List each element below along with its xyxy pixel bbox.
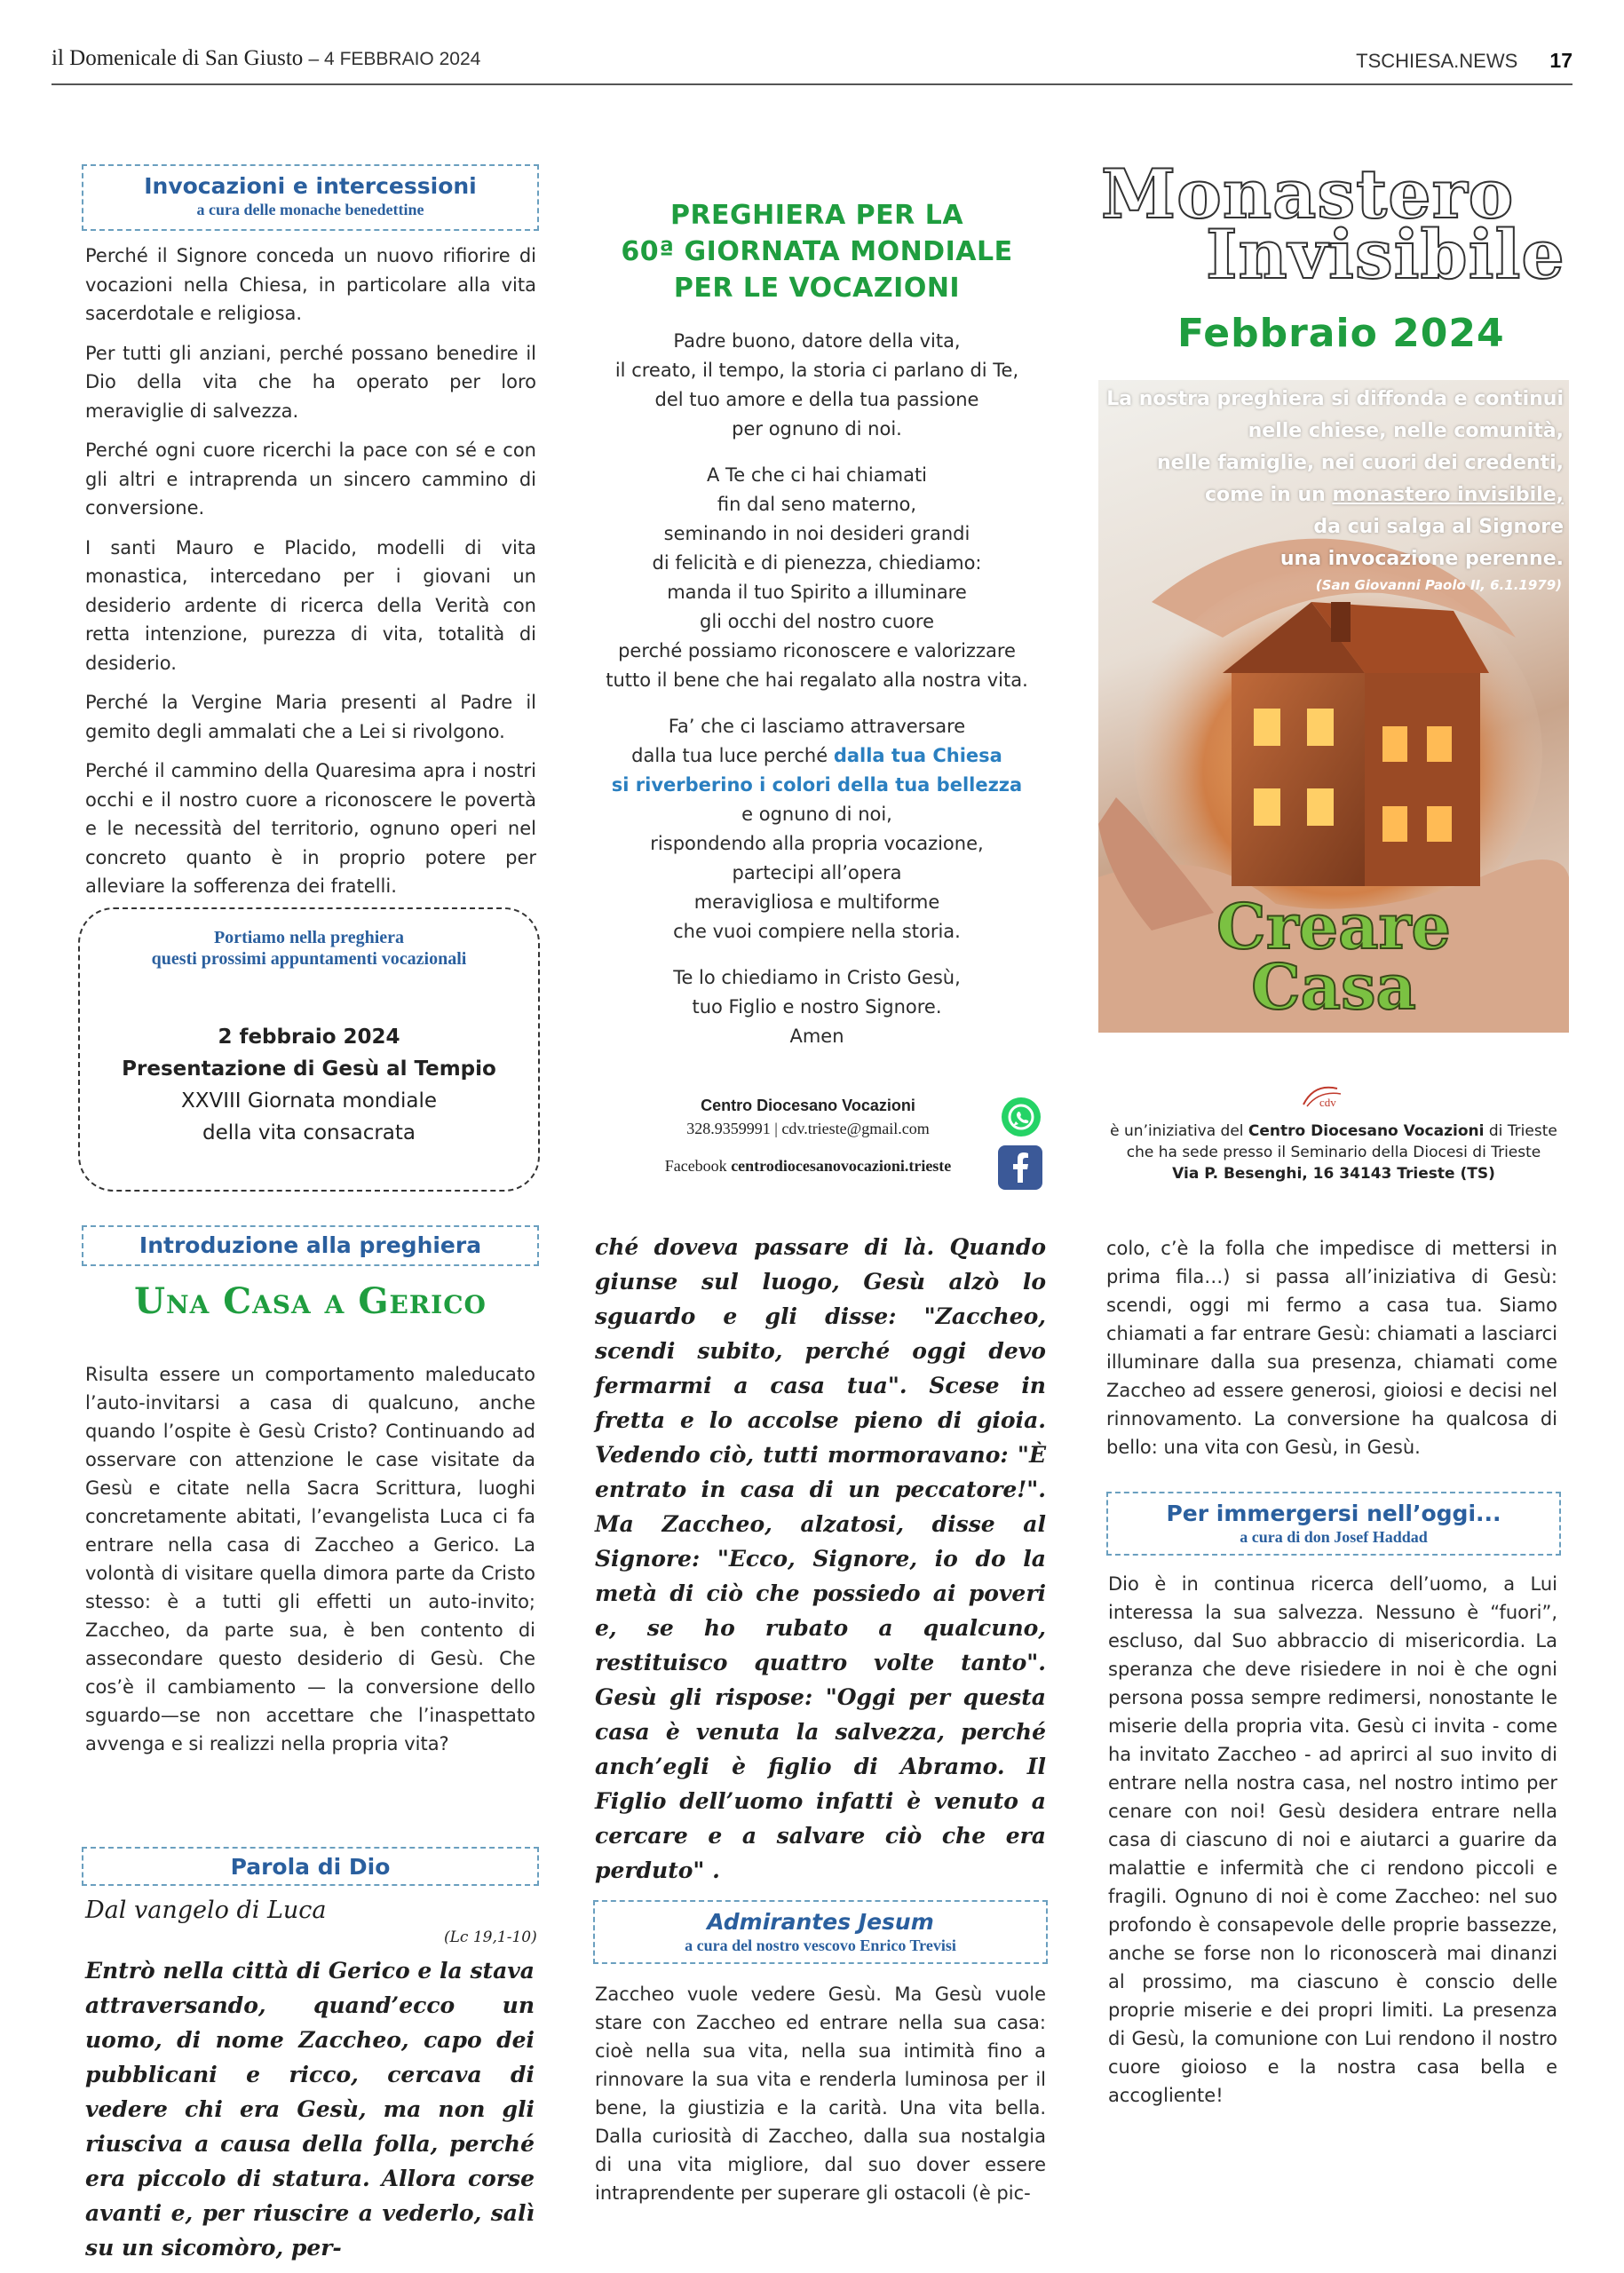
introduzione-box [82,1225,539,1266]
verse: manda il tuo Spirito a illuminare [667,582,967,603]
verse: Padre buono, datore della vita, [673,330,961,352]
preghiera-title-line3: PER LE VOCAZIONI [673,273,961,304]
page-number: 17 [1549,49,1573,72]
verse: per ognuno di noi. [732,418,902,440]
invocazione-paragraph: Perché il cammino della Quaresima apra i nostri occhi e il nostro cuore a riconoscere le povertà e le necessità del territorio, ognuno operi nel concreto quanto è in proprio potere per alleviare la sofferenza dei fratelli. [85,760,536,897]
appuntamenti-box [78,907,540,1192]
poster-title-line2: Invisibile [1206,215,1565,294]
immergersi-subtitle: a cura di don Josef Haddad [1240,1528,1428,1546]
poster-quote-source: (San Giovanni Paolo II, 6.1.1979) [1315,577,1562,593]
admirantes-text-col3: colo, c’è la folla che impedisce di mettersi in prima fila…) si passa all’iniziativa di Gesù: scendi, oggi mi fermo a casa tua. Siamo chiamati a far entrare Gesù: chiamati a lasciarci illuminare dalla sua presenza, chiamati come Zaccheo ad essere generosi, gioiosi e decisi nel rinnovamento. La conversione ha qualcosa di bello: una vita con Gesù, in Gesù. [1106,1238,1557,1458]
admirantes-box [593,1900,1048,1964]
facebook-page[interactable]: centrodiocesanovocazioni.trieste [731,1157,952,1175]
quote-line: una invocazione perenne. [1279,548,1564,570]
cdv-logo-text: cdv [1319,1096,1336,1109]
invocazioni-box [82,164,539,231]
contact-phone-email[interactable]: 328.9359991 | cdv.trieste@gmail.com [686,1120,930,1137]
poster-month: Febbraio 2024 [1177,311,1505,356]
invocazioni-title: Invocazioni e intercessioni [144,173,477,199]
immergersi-title: Per immergersi nell’oggi... [1166,1501,1501,1526]
preghiera-title-line2: 60ª GIORNATA MONDIALE [621,236,1013,267]
verse: del tuo amore e della tua passione [654,389,979,410]
poster-title-line1: Monastero [1101,154,1515,234]
poster-quote [1102,384,1564,575]
header-right [1356,49,1573,73]
preghiera-title [577,197,1057,306]
admirantes-title: Admirantes Jesum [707,1909,934,1935]
verse: Fa’ che ci lasciamo attraversare [668,716,966,737]
contact-facebook[interactable] [622,1154,994,1177]
introduzione-title: Una Casa a Gerico [134,1280,487,1322]
admirantes-text: Zaccheo vuole vedere Gesù. Ma Gesù vuole stare con Zaccheo ed entrare nella sua casa: cioè nella sua vita, nella sua intimità fino a rinnovare la sua vita e renderla luminosa per il bene, la giustizia e la carità. Una vita bella. Dalla curiosità di Zaccheo, dalla sua nostalgia di una vita migliore, dal suo dover essere intraprendente per superare gli ostacoli (è pic- [595,1984,1046,2204]
appuntamento-line4: della vita consacrata [202,1121,416,1144]
quote-line: da cui salga al Signore [1313,516,1564,538]
verse: il creato, il tempo, la storia ci parlano di Te, [614,360,1019,381]
verse: di felicità e di pienezza, chiediamo: [652,552,982,574]
stanza-3 [577,712,1057,946]
stanza-4 [577,963,1057,1051]
invocazione-paragraph: Perché il Signore conceda un nuovo rifiorire di vocazioni nella Chiesa, in particolare alla vita sacerdotale e religiosa. [85,245,536,324]
appuntamento-event: Presentazione di Gesù al Tempio [122,1057,496,1081]
poster-footer [1098,1121,1569,1184]
introduzione-label: Introduzione alla preghiera [139,1232,482,1258]
publication-title [51,46,480,71]
verse-highlight: dalla tua Chiesa [833,745,1002,766]
poster-foot-line3: Via P. Besenghi, 16 34143 Trieste (TS) [1172,1165,1495,1183]
poster-creare: Creare [1216,890,1451,963]
cdv-logo [1296,1078,1350,1113]
appuntamento-line3: XXVIII Giornata mondiale [180,1089,438,1113]
poster-foot-line2: che ha sede presso il Seminario della Diocesi di Trieste [1126,1144,1541,1161]
verse: fin dal seno materno, [717,494,917,515]
preghiera-title-line1: PREGHIERA PER LA [669,200,964,231]
verse: Te lo chiediamo in Cristo Gesù, [673,967,961,988]
verse: partecipi all’opera [732,862,902,883]
verse: Amen [789,1026,844,1047]
header-rule [51,83,1573,85]
verse: perché possiamo riconoscere e valorizzare [618,640,1016,661]
verse: rispondendo alla propria vocazione, [650,833,984,854]
verse: e ognuno di noi, [741,804,892,825]
contact-block [622,1094,994,1177]
stanza-2 [577,461,1057,695]
introduzione-text: Risulta essere un comportamento maleducato l’auto-invitarsi a casa di qualcuno, anche quando l’ospite è Gesù Cristo? Continuando ad osservare con attenzione le case visitate da Gesù e citate nella Sacra Scrittura, luoghi concretamente abitati, l’evangelista Luca ci fa entrare nella casa di Zaccheo a Gerico. La volontà di visitare quella dimora parte da Cristo stesso: è a tutti gli effetti un auto-invito; Zaccheo, da parte sua, è ben contento di assecondare questo desiderio di Gesù. Che cos’è il cambiamento — la conversione dello sguardo—se non accettare che l’inaspettato avvenga e si realizzi nella propria vita? [85,1364,535,1754]
parola-source: Dal vangelo di Luca [85,1897,327,1924]
verse: tuo Figlio e nostro Signore. [692,996,942,1018]
quote-line: nelle chiese, nelle comunità, [1248,420,1564,442]
quote-underlined: monastero invisibile, [1332,484,1564,506]
immergersi-text: Dio è in continua ricerca dell’uomo, a Lui interessa la sua salvezza. Nessuno è “fuori”, escluso, dal Suo abbraccio di misericordia. La speranza che deve risiedere in noi è che ogni persona possa sempre redimersi, nonostante le miserie della propria vita. Gesù ci invita - come ha invitato Zaccheo - ad aprirci al suo invito di entrare nella nostra casa, nel nostro intimo per cenare con noi! Gesù desidera entrare nella casa di ciascuno di noi e aiutarci a guarire da malattie e infermità che ci rendono piccoli e fragili. Ognuno di noi è come Zaccheo: nel suo profondo è consapevole delle proprie bassezze, anche se forse non lo riconoscerà mai dinanzi al prossimo, ma ciascuno è conscio delle proprie miserie e dei propri limiti. La presenza di Gesù, la comunione con Lui rendono il nostro cuore gioioso e la nostra casa bella e accogliente! [1108,1573,1557,2106]
invocazione-paragraph: Perché la Vergine Maria presenti al Padre il gemito degli ammalati che a Lei si rivolgono. [85,692,536,742]
verse: A Te che ci hai chiamati [706,464,928,486]
parola-text-col1: Entrò nella città di Gerico e la stava attraversando, quand’ecco un uomo, di nome Zaccheo, capo dei pubblicani e ricco, cercava di vedere chi era Gesù, ma non gli riusciva a causa della folla, perché era piccolo di statura. Allora corse avanti e, per riuscire a vederlo, salì su un sicomòro, per- [85,1958,535,2261]
verse: meravigliosa e multiforme [693,891,940,913]
house-lantern-image [1098,380,1569,1033]
site-link[interactable]: TSCHIESA.NEWS [1356,50,1518,72]
issue-date: – 4 FEBBRAIO 2024 [308,49,481,69]
whatsapp-icon[interactable] [1002,1097,1041,1136]
publication-name: il Domenicale di San Giusto [51,46,304,70]
text-bold: Centro Diocesano Vocazioni [1248,1122,1485,1140]
invocazione-paragraph: Perché ogni cuore ricerchi la pace con sé e con gli altri e intraprenda un sincero cammino di conversione. [85,440,536,519]
parola-label: Parola di Dio [230,1854,391,1880]
stanza-1 [577,327,1057,444]
appuntamenti-title-line2: questi prossimi appuntamenti vocazionali [151,949,467,969]
poster-foot-line1 [1098,1121,1569,1142]
invocazione-paragraph: I santi Mauro e Placido, modelli di vita monastica, intercedano per i giovani un desiderio ardente di ricerca della Verità con retta intenzione, purezza di vita, totalità di desiderio. [85,536,536,674]
contact-org: Centro Diocesano Vocazioni [701,1097,915,1114]
quote-line: La nostra preghiera si diffonda e continui [1106,388,1564,410]
facebook-label: Facebook [664,1157,732,1175]
immergersi-box [1106,1492,1561,1556]
invocazioni-subtitle: a cura delle monache benedettine [196,201,424,218]
admirantes-subtitle: a cura del nostro vescovo Enrico Trevisi [685,1936,956,1954]
quote-fragment: come in un [1204,484,1333,506]
invocazioni-text [85,242,536,912]
appuntamento-date: 2 febbraio 2024 [218,1026,400,1049]
verse: dalla tua luce perché [631,745,834,766]
quote-line [1102,479,1564,511]
appuntamenti-title-line1: Portiamo nella preghiera [213,928,405,947]
parola-box [82,1847,539,1886]
verse-highlight: si riverberino i colori della tua bellezza [611,774,1023,796]
parola-text-col2: ché doveva passare di là. Quando giunse sul luogo, Gesù alzò lo sguardo e gli disse: "Zaccheo, scendi subito, perché oggi devo fermarmi a casa tua". Scese in fretta e lo accolse pieno di gioia. Vedendo ciò, tutti mormoravano: "È entrato in casa di un peccatore!". Ma Zaccheo, alzatosi, disse al Signore: "Ecco, Signore, io do la metà di ciò che possiedo ai poveri e, se ho rubato a qualcuno, restituisco quattro volte tanto". Gesù gli rispose: "Oggi per questa casa è venuta la salvezza, perché anch’egli è figlio di Abramo. Il Figlio dell’uomo infatti è venuto a cercare e a salvare ciò che era perduto" . [595,1234,1046,1883]
invocazione-paragraph: Per tutti gli anziani, perché possano benedire il Dio della vita che ha operato per loro meraviglie di salvezza. [85,342,536,422]
verse: gli occhi del nostro cuore [699,611,935,632]
preghiera-body [577,327,1057,1068]
verse: seminando in noi desideri grandi [663,523,970,544]
text: è un’iniziativa del [1110,1122,1248,1140]
poster-casa: Casa [1251,950,1416,1024]
verse: che vuoi compiere nella storia. [673,921,961,942]
facebook-icon[interactable] [998,1145,1042,1190]
parola-ref: (Lc 19,1-10) [444,1928,537,1946]
text: di Trieste [1484,1122,1557,1140]
quote-line: nelle famiglie, nei cuori dei credenti, [1157,452,1564,474]
verse: tutto il bene che hai regalato alla nostra vita. [606,669,1028,691]
